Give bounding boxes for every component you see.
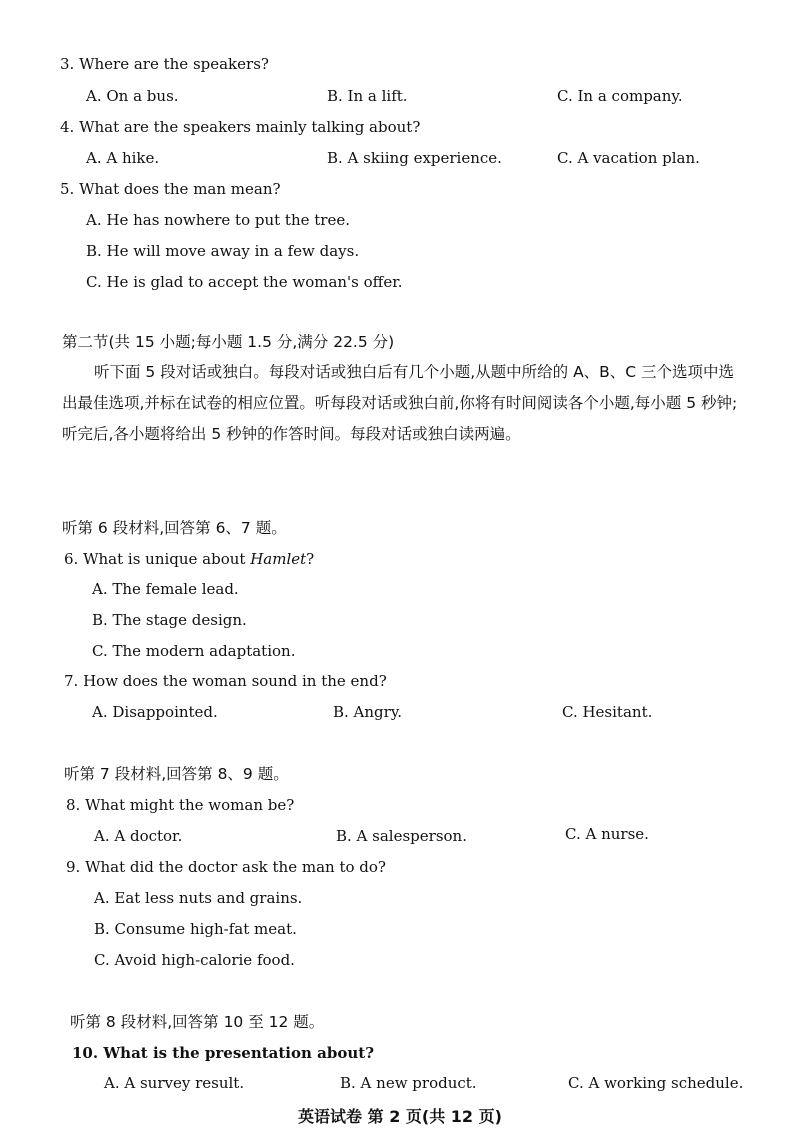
page-footer: 英语试卷 第 2 页(共 12 页) [298, 1107, 502, 1126]
question-8-option-a: A. A doctor. [94, 827, 183, 845]
question-6-stem [64, 549, 314, 569]
question-9-option-a: A. Eat less nuts and grains. [94, 889, 303, 907]
question-4-option-b: B. A skiing experience. [327, 149, 502, 167]
question-5-option-b: B. He will move away in a few days. [86, 242, 360, 260]
question-7-option-b: B. Angry. [333, 703, 403, 721]
question-8-option-b: B. A salesperson. [336, 827, 467, 845]
material-7-intro: 听第 7 段材料,回答第 8、9 题。 [64, 765, 289, 783]
question-6-stem-title: Hamlet [250, 550, 307, 568]
question-10-option-a: A. A survey result. [104, 1074, 245, 1092]
section-2-instructions: 听下面 5 段对话或独白。每段对话或独白后有几个小题,从题中所给的 A、B、C 三个选项中选出最佳选项,并标在试卷的相应位置。听每段对话或独白前,你将有时间阅读各个小题,每小题 5 秒钟;听完后,各小题将给出 5 秒钟的作答时间。每段对话或独白读两遍。 [62, 363, 738, 443]
question-6-stem-suffix: ? [306, 550, 315, 568]
question-6-option-a: A. The female lead. [92, 580, 239, 598]
question-10-option-c: C. A working schedule. [568, 1074, 744, 1092]
question-9-option-b: B. Consume high-fat meat. [94, 920, 297, 938]
question-3-option-b: B. In a lift. [327, 87, 408, 105]
question-6-option-b: B. The stage design. [92, 611, 247, 629]
section-2-heading: 第二节(共 15 小题;每小题 1.5 分,满分 22.5 分) [62, 333, 395, 351]
material-8-intro: 听第 8 段材料,回答第 10 至 12 题。 [70, 1013, 325, 1031]
question-10-option-b: B. A new product. [340, 1074, 477, 1092]
question-7-option-a: A. Disappointed. [92, 703, 218, 721]
question-9-stem: 9. What did the doctor ask the man to do? [66, 858, 386, 876]
question-8-option-c: C. A nurse. [565, 825, 649, 843]
question-3-option-a: A. On a bus. [86, 87, 179, 105]
question-4-option-c: C. A vacation plan. [557, 149, 700, 167]
question-10-stem: 10. What is the presentation about? [72, 1044, 374, 1062]
question-9-option-c: C. Avoid high-calorie food. [94, 951, 295, 969]
question-3-option-c: C. In a company. [557, 87, 683, 105]
question-5-option-c: C. He is glad to accept the woman's offer. [86, 273, 403, 291]
question-7-stem: 7. How does the woman sound in the end? [64, 672, 387, 690]
question-3-stem: 3. Where are the speakers? [60, 55, 269, 73]
question-5-stem: 5. What does the man mean? [60, 180, 281, 198]
question-4-stem: 4. What are the speakers mainly talking about? [60, 118, 421, 136]
question-4-option-a: A. A hike. [86, 149, 160, 167]
question-6-stem-prefix: 6. What is unique about [64, 550, 251, 568]
material-6-intro: 听第 6 段材料,回答第 6、7 题。 [62, 519, 287, 537]
question-6-option-c: C. The modern adaptation. [92, 642, 296, 660]
question-5-option-a: A. He has nowhere to put the tree. [86, 211, 350, 229]
question-7-option-c: C. Hesitant. [562, 703, 653, 721]
question-8-stem: 8. What might the woman be? [66, 796, 295, 814]
